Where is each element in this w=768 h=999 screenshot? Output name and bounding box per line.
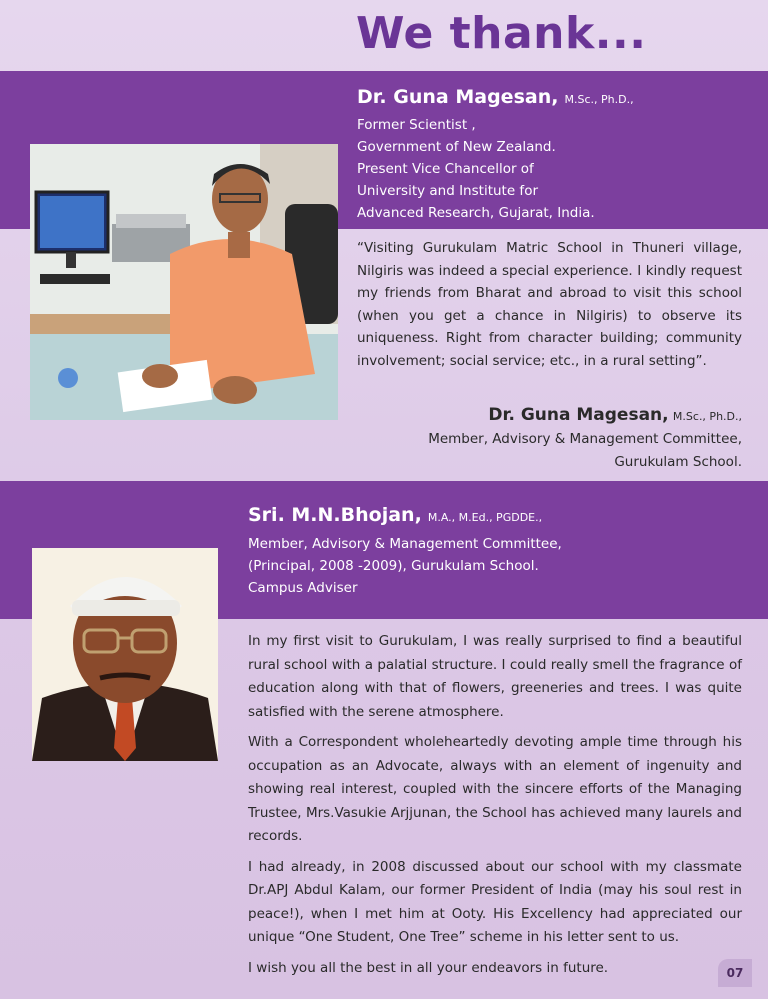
person2-credentials: [248, 533, 562, 599]
person1-signature: [428, 404, 742, 474]
page-number: 07: [718, 959, 752, 987]
person2-body: [248, 630, 742, 987]
person2-credential-line: (Principal, 2008 -2009), Gurukulam School.: [248, 558, 539, 574]
person2-photo: [32, 548, 218, 761]
person2-paragraph: In my first visit to Gurukulam, I was really surprised to find a beautiful rural school with a palatial structure. I could really smell the fragrance of education along with that of flowers, greeneries and trees. I was quite satisfied with the serene atmosphere.: [248, 633, 742, 720]
person1-signature-role: Member, Advisory & Management Committee,: [428, 431, 742, 447]
person2-paragraph: With a Correspondent wholeheartedly devoting ample time through his occupation as an Advocate, always with an element of ingenuity and showing real interest, coupled with the sincere efforts of the Managing Trustee, Mrs.Vasukie Arjjunan, the School has achieved many laurels and records.: [248, 734, 742, 844]
person1-credential-line: Former Scientist ,: [357, 117, 476, 133]
person1-credential-line: Present Vice Chancellor of: [357, 161, 534, 177]
person2-paragraph: I had already, in 2008 discussed about our school with my classmate Dr.APJ Abdul Kalam, our former President of India (may his soul rest in peace!), when I met him at Ooty. His Excellency had appreciated our unique “One Student, One Tree” scheme in his letter sent to us.: [248, 858, 742, 945]
person1-photo: [30, 144, 338, 420]
person1-credential-line: Government of New Zealand.: [357, 139, 556, 155]
page-title: We thank...: [356, 8, 647, 59]
person1-credentials: [357, 114, 595, 224]
person2-credential-line: Member, Advisory & Management Committee,: [248, 536, 562, 552]
person2-heading: [248, 504, 542, 526]
person2-degrees: M.A., M.Ed., PGDDE.,: [427, 511, 543, 524]
person2-name: Sri. M.N.Bhojan,: [248, 504, 422, 526]
person1-name: Dr. Guna Magesan,: [357, 86, 559, 108]
person1-degrees: M.Sc., Ph.D.,: [564, 93, 634, 106]
person1-heading: [357, 86, 634, 108]
person1-signature-name: Dr. Guna Magesan,: [488, 405, 669, 425]
person1-quote: “Visiting Gurukulam Matric School in Thuneri village, Nilgiris was indeed a special experience. I kindly request my friends from Bharat and abroad to visit this school (when you get a chance in Nilgiris) to observe its uniqueness. Right from character building; community involvement; social service; etc., in a rural setting”.: [357, 240, 742, 369]
person1-credential-line: Advanced Research, Gujarat, India.: [357, 205, 595, 221]
person1-signature-org: Gurukulam School.: [614, 454, 742, 470]
person2-paragraph: I wish you all the best in all your endeavors in future.: [248, 959, 609, 976]
person2-credential-line: Campus Adviser: [248, 580, 358, 596]
person1-signature-degrees: M.Sc., Ph.D.,: [672, 410, 742, 423]
person1-credential-line: University and Institute for: [357, 183, 538, 199]
